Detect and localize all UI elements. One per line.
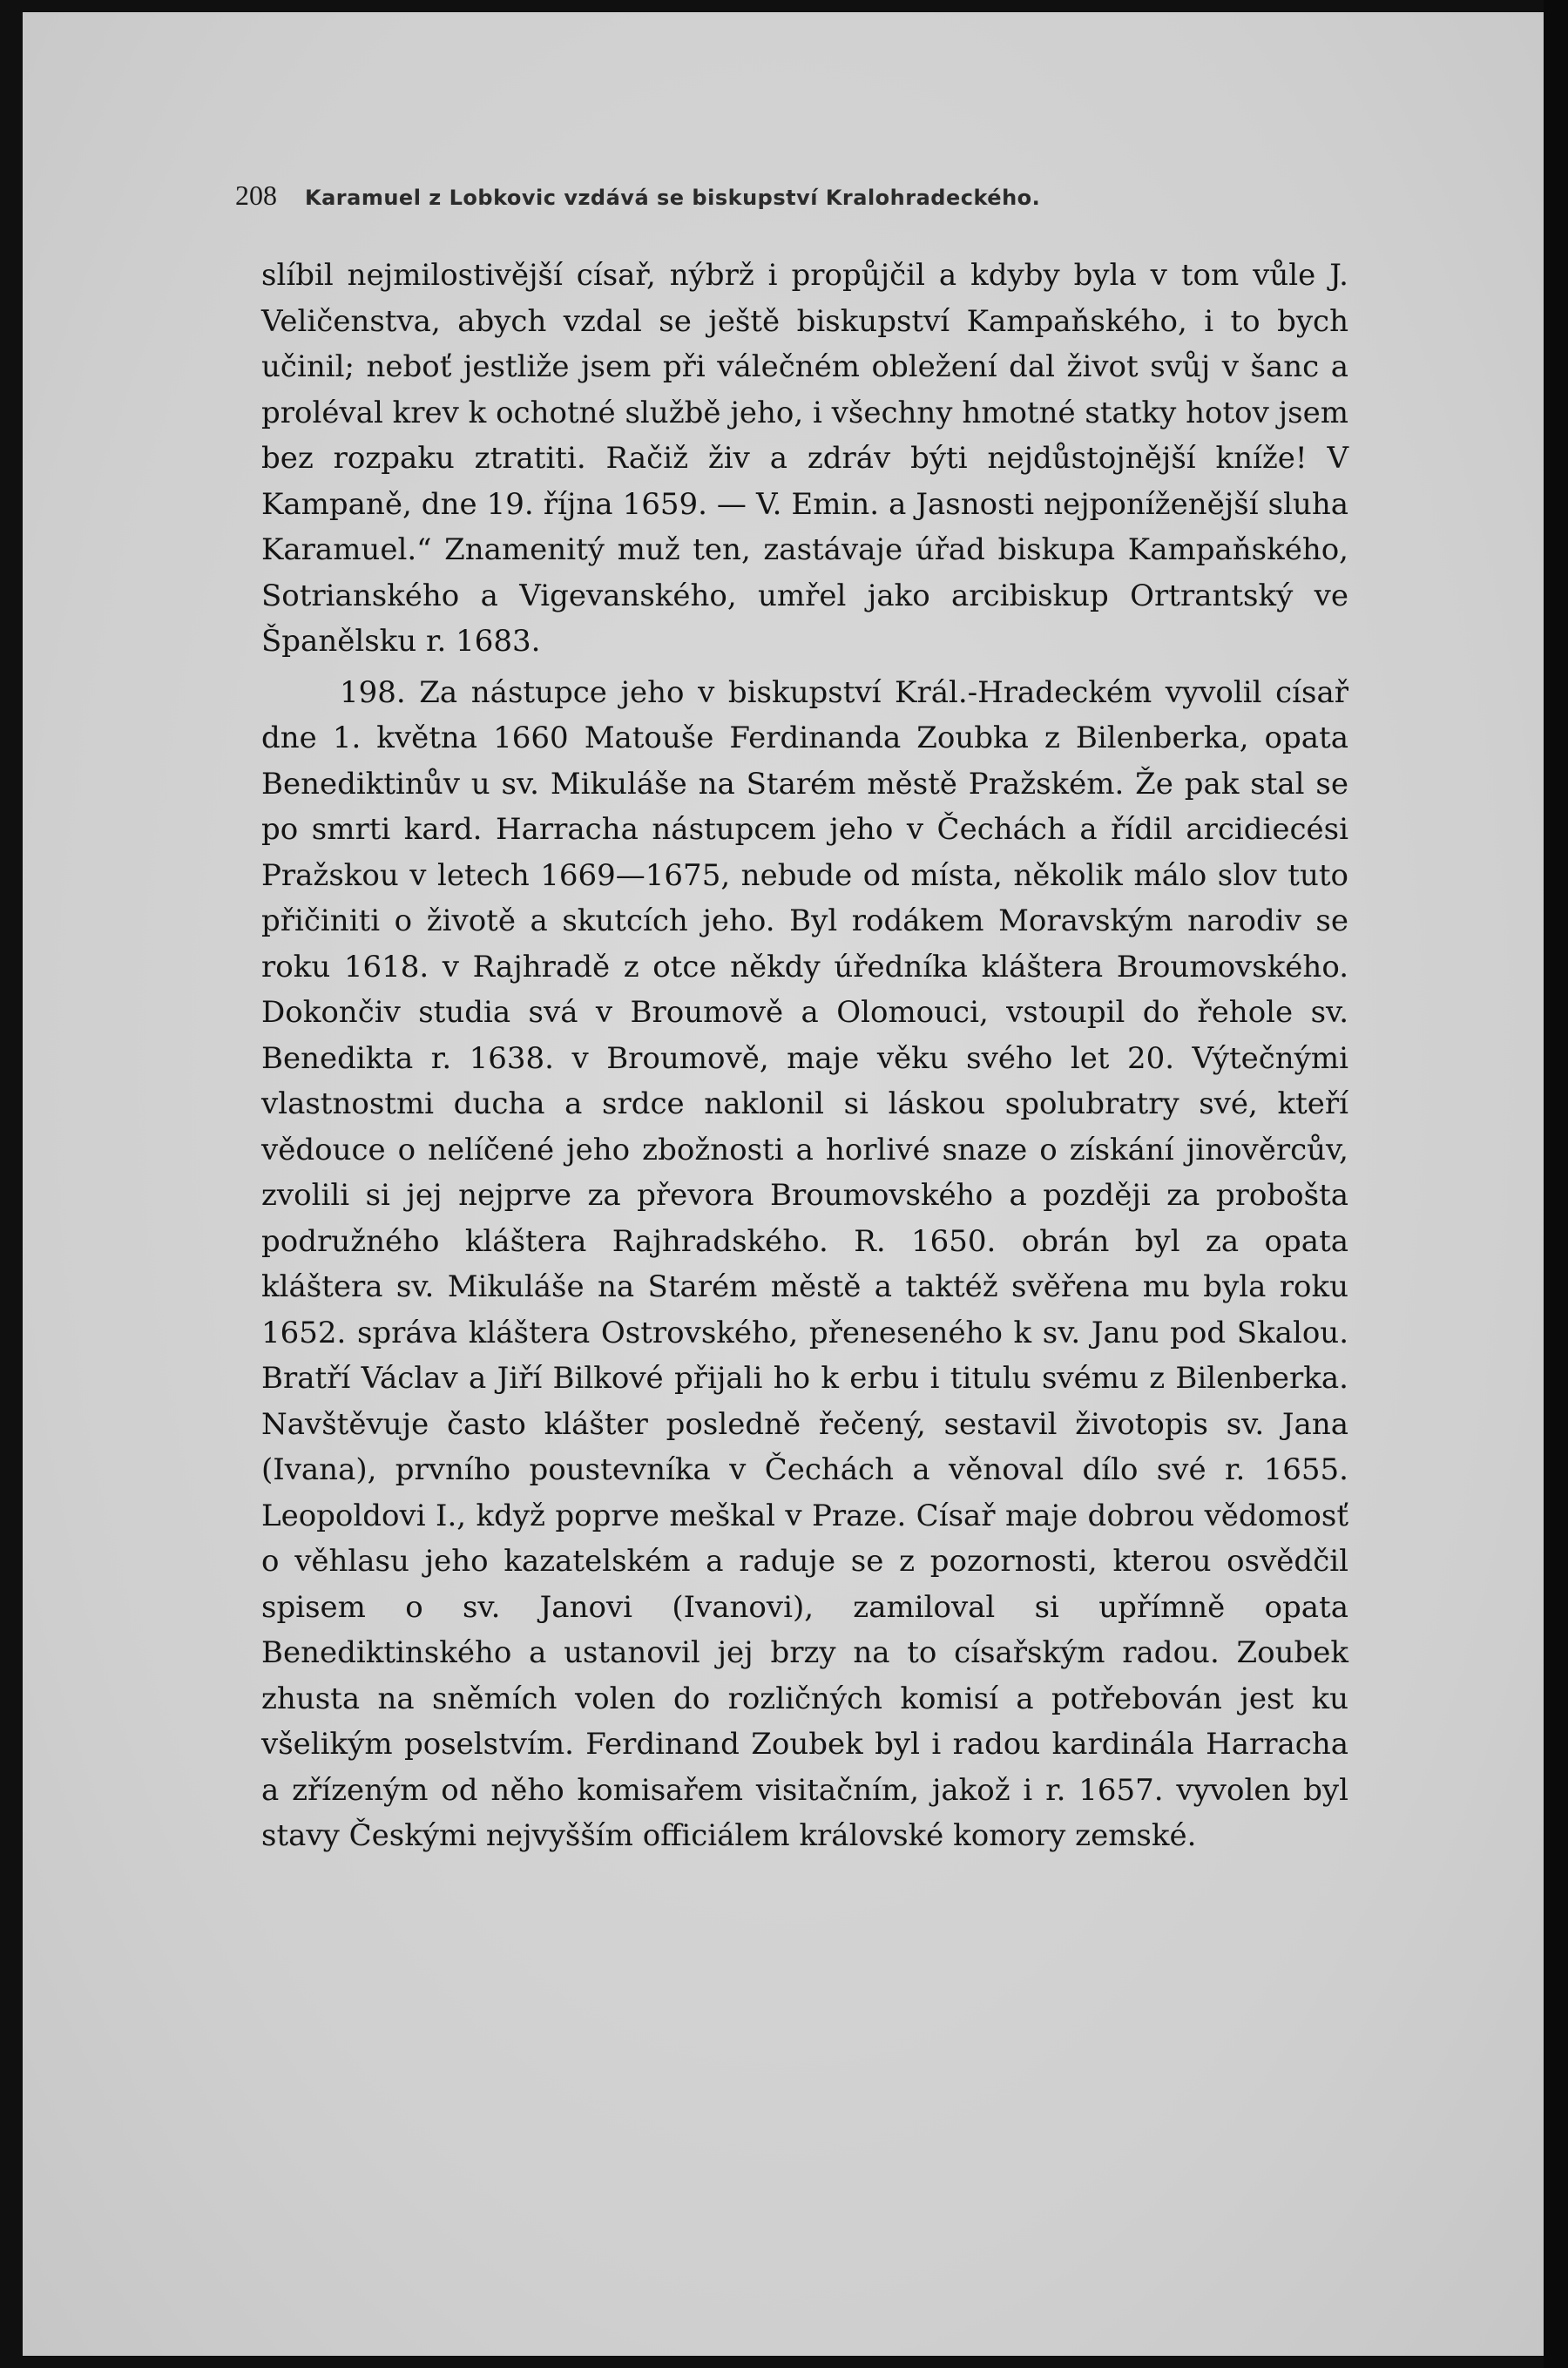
running-title: Karamuel z Lobkovic vzdává se biskupství Kralohradeckého. (305, 186, 1041, 210)
page-header (235, 179, 1368, 218)
scan-edge (1544, 0, 1568, 2368)
paragraph-letter-ending: slíbil nejmilostivější císař, nýbrž i propůjčil a kdyby byla v tom vůle J. Veličenstva, abych vzdal se ještě biskupství Kampaňského, i to bych učinil; neboť jestliže jsem při válečném obležení dal život svůj v šanc a proléval krev k ochotné službě jeho, i všechny hmotné statky hotov jsem bez rozpaku ztratiti. Račiž živ a zdráv býti nejdůstojnější kníže! V Kampaně, dne 19. října 1659. — V. Emin. a Jasnosti nejponíženější sluha Karamuel.“ Znamenitý muž ten, zastávaje úřad biskupa Kampaňského, Sotrianského a Vigevanského, umřel jako arcibiskup Ortrantský ve Španělsku r. 1683. (261, 258, 1348, 659)
paragraph-198: 198. Za nástupce jeho v biskupství Král.-Hradeckém vyvolil císař dne 1. května 1660 Matouše Ferdinanda Zoubka z Bilenberka, opata Benediktinův u sv. Mikuláše na Starém městě Pražském. Že pak stal se po smrti kard. Harracha nástupcem jeho v Čechách a řídil arcidiecési Pražskou v letech 1669—1675, nebude od místa, několik málo slov tuto přičiniti o životě a skutcích jeho. Byl rodákem Moravským narodiv se roku 1618. v Rajhradě z otce někdy úředníka kláštera Broumovského. Dokončiv studia svá v Broumově a Olomouci, vstoupil do řehole sv. Benedikta r. 1638. v Broumově, maje věku svého let 20. Výtečnými vlastnostmi ducha a srdce naklonil si láskou spolubratry své, kteří vědouce o nelíčené jeho zbožnosti a horlivé snaze o získání jinověrcův, zvolili si jej nejprve za převora Broumovského a později za probošta podružného kláštera Rajhradského. R. 1650. obrán byl za opata kláštera sv. Mikuláše na Starém městě a taktéž svěřena mu byla roku 1652. správa kláštera Ostrovského, přeneseného k sv. Janu pod Skalou. Bratří Václav a Jiří Bilkové přijali ho k erbu i titulu svému z Bilenberka. Navštěvuje často klášter posledně řečený, sestavil životopis sv. Jana (Ivana), prvního poustevníka v Čechách a věnoval dílo své r. 1655. Leopoldovi I., když poprve meškal v Praze. Císař maje dobrou vědomosť o věhlasu jeho kazatelském a raduje se z pozornosti, kterou osvědčil spisem o sv. Janovi (Ivanovi), zamiloval si upřímně opata Benediktinského a ustanovil jej brzy na to císařským radou. Zoubek zhusta na sněmích volen do rozličných komisí a potřebován jest ku všelikým poselstvím. Ferdinand Zoubek byl i radou kardinála Harracha a zřízeným od něho komisařem visitačním, jakož i r. 1657. vyvolen byl stavy Českými nejvyšším officiálem královské komory zemské. (261, 674, 1348, 1853)
page-number: 208 (235, 179, 277, 211)
page-body (261, 253, 1348, 1859)
